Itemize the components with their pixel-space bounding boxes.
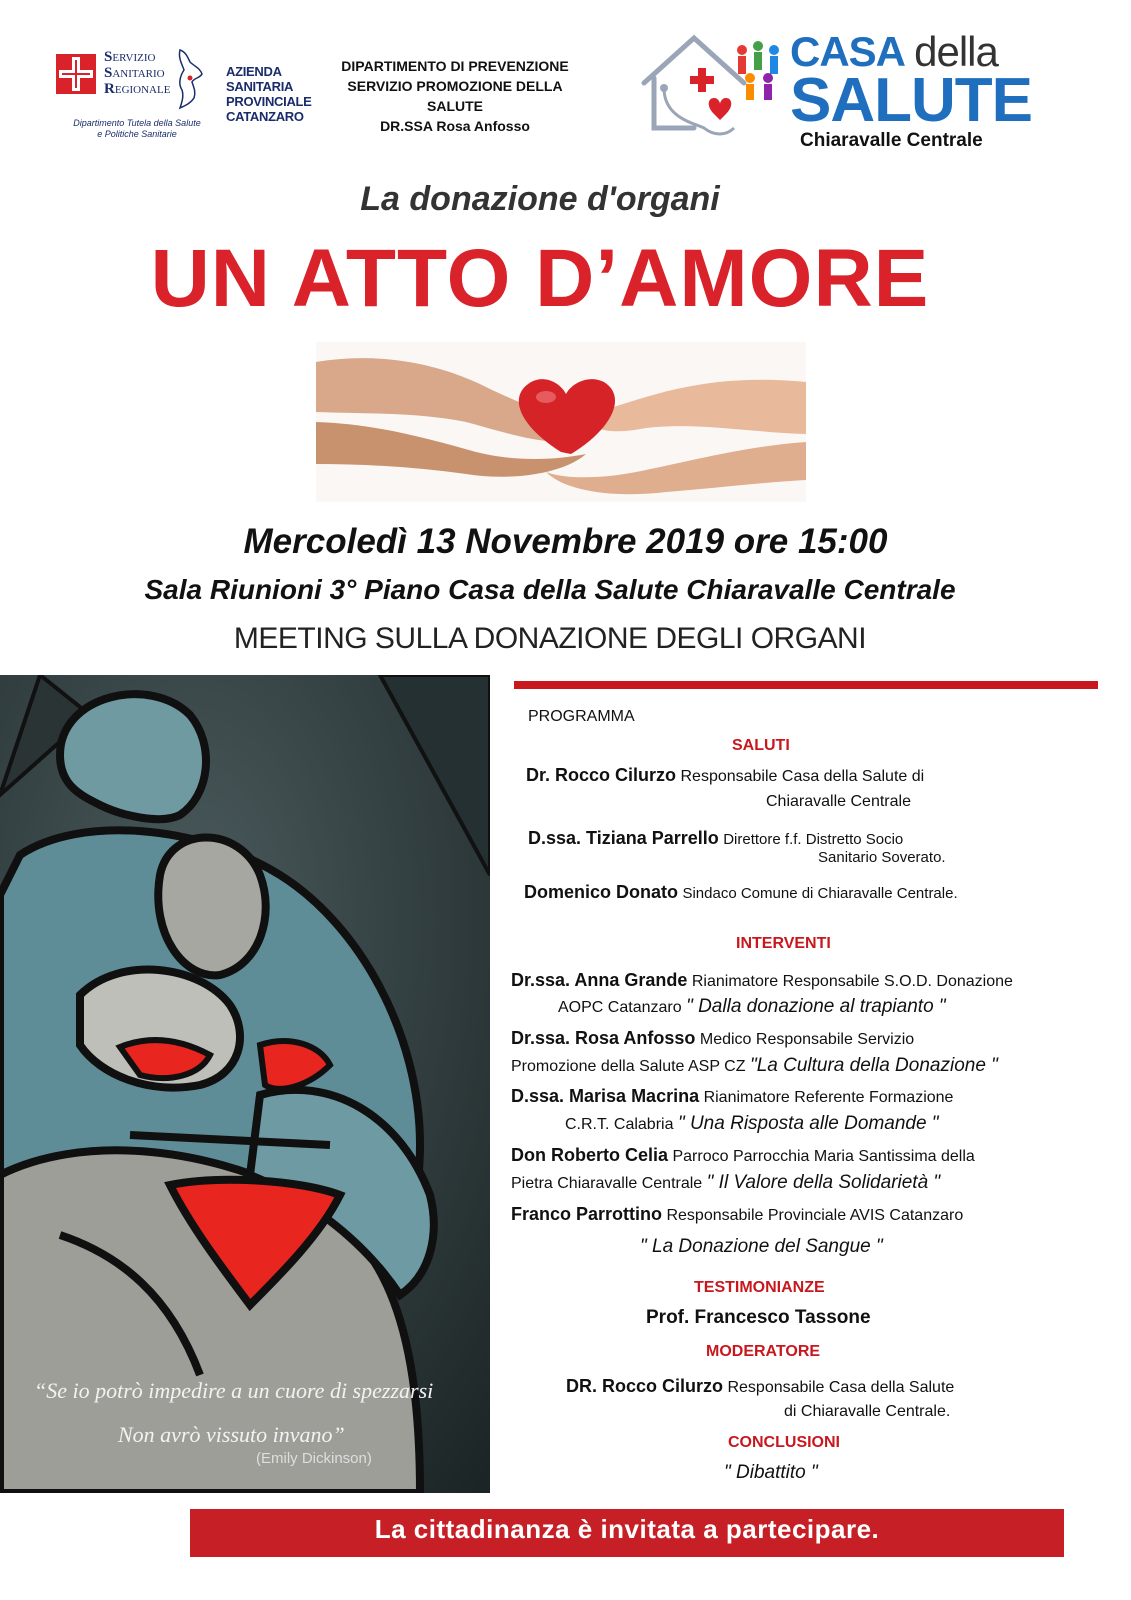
saluti-speaker-1-role-cont: Chiaravalle Centrale [766,793,911,810]
footer-invitation: La cittadinanza è invitata a partecipare. [374,1514,880,1544]
hands-heart-image [316,342,806,502]
painting-quote-line1: “Se io potrò impedire a un cuore di spezzarsi [34,1378,434,1403]
intervento-4-cont: Pietra Chiaravalle Centrale " Il Valore della Solidarietà " [511,1172,941,1193]
painting-quote-author: (Emily Dickinson) [256,1450,372,1467]
program-divider [514,681,1098,689]
interventi-title: INTERVENTI [736,935,831,952]
asp-logo: AZIENDA SANITARIA PROVINCIALE CATANZARO [226,64,312,124]
casa-location: Chiaravalle Centrale [800,130,983,151]
program-heading: PROGRAMMA [528,708,635,725]
intervento-5-topic: " La Donazione del Sangue " [640,1236,883,1257]
intervento-2: Dr.ssa. Rosa Anfosso Medico Responsabile Servizio [511,1028,915,1048]
saluti-speaker-2-role-cont: Sanitario Soverato. [818,849,946,866]
saluti-speaker-3: Domenico Donato Sindaco Comune di Chiaravalle Centrale. [524,882,958,902]
casa-title-bottom: SALUTE [790,66,1032,135]
department-block: DIPARTIMENTO DI PREVENZIONE SERVIZIO PROMOZIONE DELLA SALUTE DR.SSA Rosa Anfosso [341,58,569,134]
ssr-name: SERVIZIO SANITARIO REGIONALE [104,49,171,97]
moderatore-role-cont: di Chiaravalle Centrale. [784,1403,951,1420]
moderatore-name: DR. Rocco Cilurzo Responsabile Casa della Salute [566,1376,955,1396]
intervento-1: Dr.ssa. Anna Grande Rianimatore Responsabile S.O.D. Donazione [511,970,1013,990]
saluti-speaker-2: D.ssa. Tiziana Parrello Direttore f.f. Distretto Socio [528,828,904,848]
conclusioni-text: " Dibattito " [724,1462,818,1483]
ssr-logo [56,44,206,144]
event-meeting-title: MEETING SULLA DONAZIONE DEGLI ORGANI [233,622,867,655]
ssr-department: Dipartimento Tutela della Salute e Politiche Sanitarie [73,118,201,139]
intervento-2-cont: Promozione della Salute ASP CZ "La Cultura della Donazione " [511,1055,998,1076]
calabria-map-icon [174,48,206,110]
conclusioni-title: CONCLUSIONI [728,1434,840,1451]
saluti-speaker-1: Dr. Rocco Cilurzo Responsabile Casa della Salute di [526,765,925,785]
testimonianze-title: TESTIMONIANZE [694,1279,825,1296]
red-cross-icon [56,54,96,94]
saluti-title: SALUTI [732,737,790,754]
intervento-4: Don Roberto Celia Parroco Parrocchia Maria Santissima della [511,1145,975,1165]
banner-subtitle: La donazione d'organi [360,180,720,218]
intervento-3-cont: C.R.T. Calabria " Una Risposta alle Domande " [565,1113,939,1134]
moderatore-title: MODERATORE [706,1343,821,1360]
testimonianze-name: Prof. Francesco Tassone [646,1307,871,1328]
intervento-5: Franco Parrottino Responsabile Provinciale AVIS Catanzaro [511,1204,964,1224]
event-date: Mercoledì 13 Novembre 2019 ore 15:00 [243,522,888,561]
banner-title: UN ATTO D’AMORE [150,233,930,324]
intervento-3: D.ssa. Marisa Macrina Rianimatore Referente Formazione [511,1086,954,1106]
casa-title-top: CASA della [790,28,998,75]
painting-quote-line2: Non avrò vissuto invano” [118,1422,345,1447]
intervento-1-cont: AOPC Catanzaro " Dalla donazione al trapianto " [558,996,946,1017]
casa-salute-logo-icon [634,28,784,148]
event-place: Sala Riunioni 3° Piano Casa della Salute Chiaravalle Centrale [144,574,956,605]
embrace-painting-image [0,675,490,1493]
